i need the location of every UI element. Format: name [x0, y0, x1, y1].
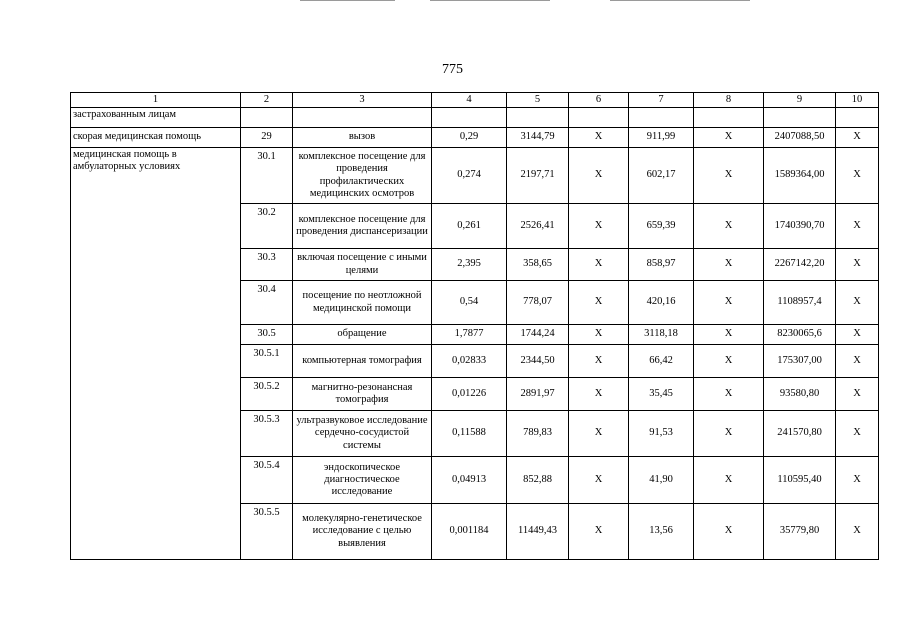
value-cell: 110595,40: [764, 457, 836, 504]
value-cell: 11449,43: [507, 504, 569, 560]
value-cell: X: [836, 504, 879, 560]
value-cell: X: [836, 345, 879, 378]
value-cell: [694, 108, 764, 128]
value-cell: 3144,79: [507, 128, 569, 148]
value-cell: 91,53: [629, 411, 694, 457]
value-cell: 602,17: [629, 148, 694, 204]
value-cell: 1744,24: [507, 325, 569, 345]
value-cell: 1740390,70: [764, 204, 836, 249]
value-cell: X: [569, 457, 629, 504]
value-cell: X: [569, 504, 629, 560]
value-cell: 93580,80: [764, 378, 836, 411]
value-cell: 2526,41: [507, 204, 569, 249]
value-cell: 241570,80: [764, 411, 836, 457]
value-cell: 0,54: [432, 281, 507, 325]
value-cell: 0,261: [432, 204, 507, 249]
unit-cell: комплексное посещение для проведения диспансеризации: [293, 204, 432, 249]
column-number-row: [71, 93, 879, 108]
value-cell: 3118,18: [629, 325, 694, 345]
column-number: 7: [629, 93, 694, 108]
value-cell: X: [694, 325, 764, 345]
column-number: 8: [694, 93, 764, 108]
row-number-cell: 30.5: [241, 325, 293, 345]
value-cell: 2407088,50: [764, 128, 836, 148]
value-cell: X: [836, 457, 879, 504]
value-cell: [764, 108, 836, 128]
value-cell: [836, 108, 879, 128]
value-cell: X: [569, 325, 629, 345]
column-number: 4: [432, 93, 507, 108]
unit-cell: ультразвуковое исследование сердечно-сосудистой системы: [293, 411, 432, 457]
row-number-cell: 30.1: [241, 148, 293, 204]
value-cell: [507, 108, 569, 128]
value-cell: 0,02833: [432, 345, 507, 378]
value-cell: X: [569, 281, 629, 325]
value-cell: 0,11588: [432, 411, 507, 457]
care-type-cell: застрахованным лицам: [71, 108, 241, 128]
value-cell: 35779,80: [764, 504, 836, 560]
value-cell: X: [694, 148, 764, 204]
value-cell: 175307,00: [764, 345, 836, 378]
value-cell: 789,83: [507, 411, 569, 457]
value-cell: 358,65: [507, 249, 569, 281]
value-cell: X: [836, 325, 879, 345]
table-row: [71, 108, 879, 128]
value-cell: 659,39: [629, 204, 694, 249]
value-cell: [432, 108, 507, 128]
value-cell: 0,04913: [432, 457, 507, 504]
unit-cell: магнитно-резонансная томография: [293, 378, 432, 411]
value-cell: X: [569, 148, 629, 204]
value-cell: X: [569, 378, 629, 411]
value-cell: X: [836, 148, 879, 204]
value-cell: 858,97: [629, 249, 694, 281]
value-cell: 0,274: [432, 148, 507, 204]
column-number: 9: [764, 93, 836, 108]
unit-cell: молекулярно-генетическое исследование с целью выявления: [293, 504, 432, 560]
value-cell: X: [694, 411, 764, 457]
unit-cell: посещение по неотложной медицинской помощи: [293, 281, 432, 325]
row-number-cell: 30.5.3: [241, 411, 293, 457]
value-cell: [569, 108, 629, 128]
value-cell: X: [694, 128, 764, 148]
value-cell: 1108957,4: [764, 281, 836, 325]
value-cell: 41,90: [629, 457, 694, 504]
value-cell: 2197,71: [507, 148, 569, 204]
column-number: 3: [293, 93, 432, 108]
value-cell: 13,56: [629, 504, 694, 560]
column-number: 1: [71, 93, 241, 108]
row-number-cell: 30.5.2: [241, 378, 293, 411]
unit-cell: комплексное посещение для проведения профилактических медицинских осмотров: [293, 148, 432, 204]
value-cell: X: [694, 504, 764, 560]
value-cell: X: [694, 457, 764, 504]
value-cell: 0,01226: [432, 378, 507, 411]
unit-cell: обращение: [293, 325, 432, 345]
tariff-table: [70, 92, 879, 560]
scan-edge-line: [430, 0, 550, 1]
value-cell: 8230065,6: [764, 325, 836, 345]
row-number-cell: 30.5.5: [241, 504, 293, 560]
row-number-cell: 29: [241, 128, 293, 148]
scan-edge-line: [300, 0, 395, 1]
unit-cell: включая посещение с иными целями: [293, 249, 432, 281]
column-number: 2: [241, 93, 293, 108]
unit-cell: компьютерная томография: [293, 345, 432, 378]
row-number-cell: [241, 108, 293, 128]
column-number: 10: [836, 93, 879, 108]
value-cell: 911,99: [629, 128, 694, 148]
value-cell: X: [569, 249, 629, 281]
value-cell: X: [836, 281, 879, 325]
unit-cell: эндоскопическое диагностическое исследование: [293, 457, 432, 504]
value-cell: 852,88: [507, 457, 569, 504]
value-cell: X: [694, 281, 764, 325]
value-cell: 0,001184: [432, 504, 507, 560]
value-cell: X: [569, 411, 629, 457]
value-cell: X: [836, 128, 879, 148]
table-row: [71, 148, 879, 204]
value-cell: 66,42: [629, 345, 694, 378]
value-cell: 2891,97: [507, 378, 569, 411]
value-cell: X: [694, 345, 764, 378]
value-cell: X: [694, 378, 764, 411]
table-row: [71, 128, 879, 148]
row-number-cell: 30.4: [241, 281, 293, 325]
value-cell: X: [836, 204, 879, 249]
value-cell: X: [569, 128, 629, 148]
care-type-cell: скорая медицинская помощь: [71, 128, 241, 148]
value-cell: X: [836, 378, 879, 411]
value-cell: 2267142,20: [764, 249, 836, 281]
value-cell: X: [694, 249, 764, 281]
value-cell: 2,395: [432, 249, 507, 281]
column-number: 6: [569, 93, 629, 108]
scan-edge-line: [610, 0, 750, 1]
value-cell: 1,7877: [432, 325, 507, 345]
unit-cell: [293, 108, 432, 128]
value-cell: X: [569, 204, 629, 249]
value-cell: 1589364,00: [764, 148, 836, 204]
value-cell: 778,07: [507, 281, 569, 325]
value-cell: 35,45: [629, 378, 694, 411]
care-type-cell: медицинская помощь в амбулаторных условиях: [71, 148, 241, 560]
value-cell: X: [836, 411, 879, 457]
value-cell: X: [694, 204, 764, 249]
value-cell: X: [569, 345, 629, 378]
page-number: 775: [442, 62, 463, 77]
unit-cell: вызов: [293, 128, 432, 148]
row-number-cell: 30.5.4: [241, 457, 293, 504]
value-cell: 2344,50: [507, 345, 569, 378]
value-cell: 420,16: [629, 281, 694, 325]
value-cell: X: [836, 249, 879, 281]
value-cell: 0,29: [432, 128, 507, 148]
value-cell: [629, 108, 694, 128]
row-number-cell: 30.5.1: [241, 345, 293, 378]
row-number-cell: 30.3: [241, 249, 293, 281]
row-number-cell: 30.2: [241, 204, 293, 249]
column-number: 5: [507, 93, 569, 108]
